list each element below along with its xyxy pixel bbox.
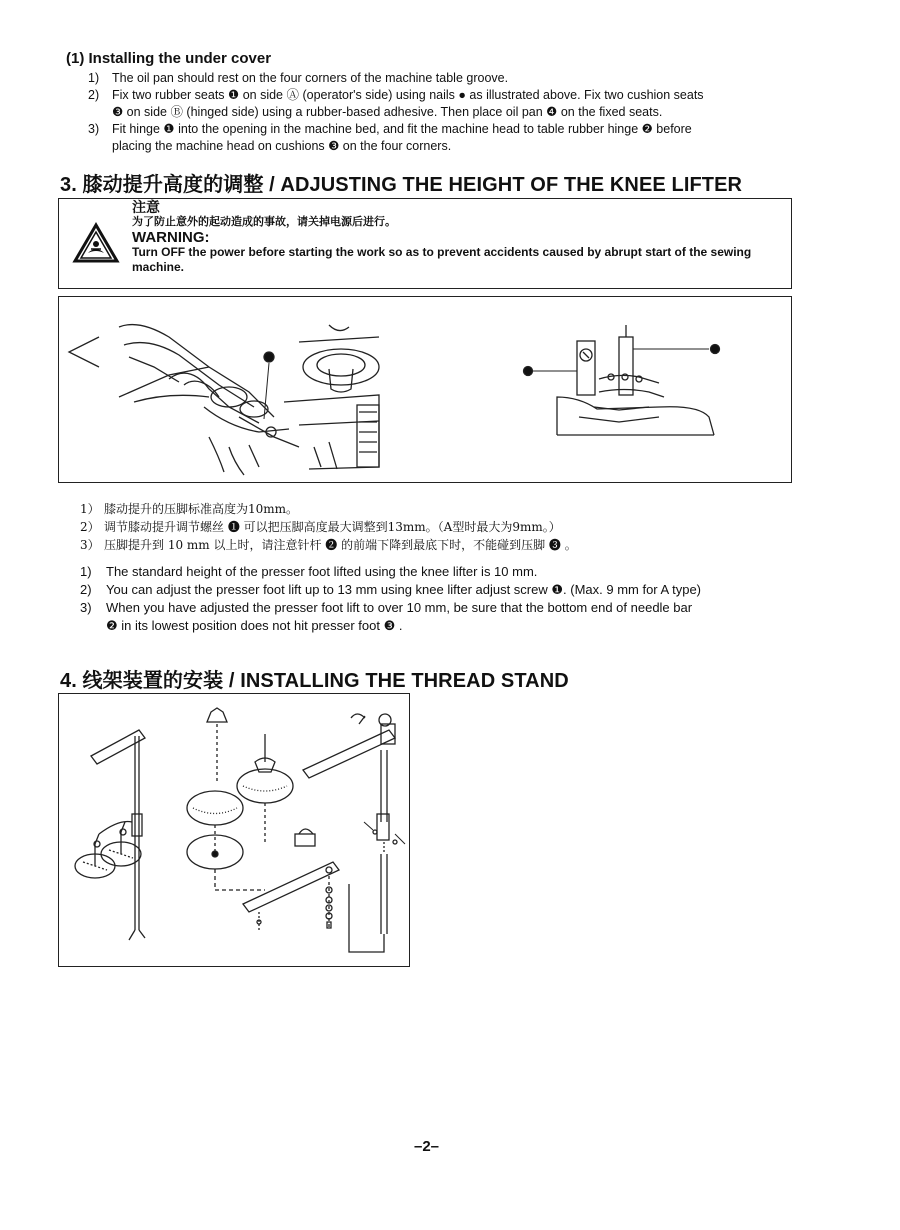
list-item [88, 70, 704, 87]
knee-lifter-cn-list [80, 500, 577, 554]
list-item [88, 121, 704, 138]
list-item [80, 599, 701, 617]
list-item [88, 87, 704, 104]
item-continuation: placing the machine head on cushions ❸ on the four corners. [112, 139, 452, 153]
section-title-knee-lifter: 3. 膝动提升高度的调整 / ADJUSTING THE HEIGHT OF THE KNEE LIFTER [60, 174, 743, 196]
list-item [80, 536, 577, 554]
item-number: 1) [80, 564, 92, 579]
item-number: 1) [88, 71, 100, 85]
page-number: –2– [414, 1138, 440, 1155]
list-item [80, 500, 577, 518]
knee-lifter-en-list [80, 563, 701, 635]
item-continuation: ❷ in its lowest position does not hit presser foot ❸ . [106, 618, 403, 633]
warning-cn-heading: 注意 [132, 199, 160, 215]
warning-triangle-icon [73, 223, 119, 263]
item-text: 膝动提升的压脚标准高度为10mm。 [104, 502, 299, 516]
thread-stand-illustration [59, 694, 411, 968]
item-text: 压脚提升到 10 mm 以上时，请注意针杆 ❷ 的前端下降到最底下时，不能碰到压脚 ❸ 。 [104, 538, 577, 552]
list-item [80, 581, 701, 599]
item-number: 3） [80, 538, 100, 552]
item-text: 调节膝动提升调节螺丝 ❶ 可以把压脚高度最大调整到13mm。（A型时最大为9mm。） [104, 520, 561, 534]
item-number: 3) [80, 600, 92, 615]
thread-stand-figure [58, 693, 410, 967]
warning-box [58, 198, 792, 289]
callout-dot [264, 352, 274, 362]
warning-heading: WARNING: [132, 229, 210, 246]
item-number: 2) [80, 582, 92, 597]
warning-body: Turn OFF the power before starting the work so as to prevent accidents caused by abrupt start of the sewing machine. [132, 245, 752, 274]
item-text: Fit hinge ❶ into the opening in the machine bed, and fit the machine head to table rubber hinge ❷ before [112, 122, 692, 136]
item-number: 2) [88, 88, 100, 102]
item-text: The standard height of the presser foot lifted using the knee lifter is 10 mm. [106, 564, 538, 579]
under-cover-list [88, 70, 704, 155]
item-text: Fix two rubber seats ❶ on side Ⓐ (operator's side) using nails ● as illustrated above. Fix two cushion seats [112, 88, 704, 102]
warning-text [132, 200, 782, 275]
section-title-thread-stand: 4. 线架装置的安装 / INSTALLING THE THREAD STAND [60, 670, 569, 692]
item-continuation: ❸ on side Ⓑ (hinged side) using a rubber-based adhesive. Then place oil pan ❹ on the fixed seats. [112, 105, 663, 119]
subsection-title: (1) Installing the under cover [66, 50, 272, 67]
knee-lifter-figure [58, 296, 792, 483]
list-item [80, 563, 701, 581]
item-number: 1） [80, 502, 100, 516]
list-item [80, 518, 577, 536]
item-text: When you have adjusted the presser foot lift to over 10 mm, be sure that the bottom end of needle bar [106, 600, 693, 615]
item-text: The oil pan should rest on the four corners of the machine table groove. [112, 71, 509, 85]
item-number: 2） [80, 520, 100, 534]
item-number: 3) [88, 122, 100, 136]
item-text: You can adjust the presser foot lift up to 13 mm using knee lifter adjust screw ❶. (Max. 9 mm for A type) [106, 582, 701, 597]
warning-cn-text: 为了防止意外的起动造成的事故，请关掉电源后进行。 [132, 216, 396, 228]
knee-lifter-mechanism-illustration [59, 297, 793, 484]
